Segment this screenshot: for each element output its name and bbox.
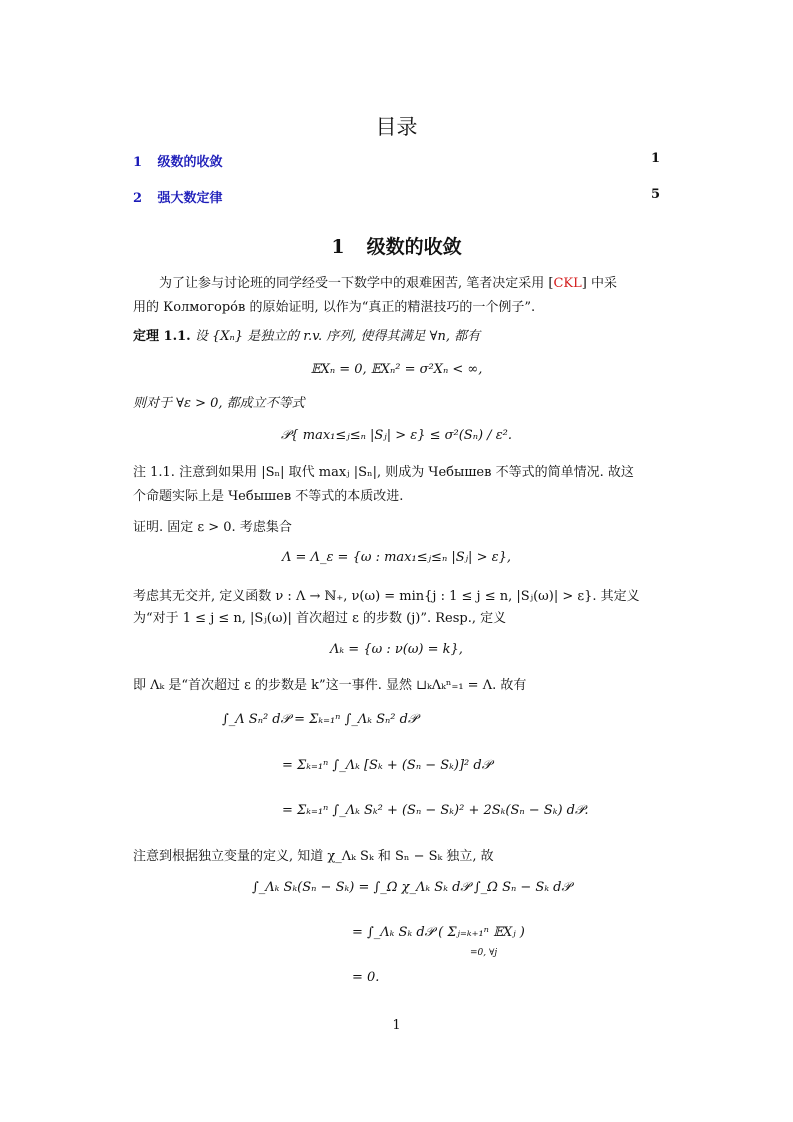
toc-entry-label: 强大数定律 (157, 191, 223, 206)
proof-line-5: 注意到根据独立变量的定义, 知道 χ_Λₖ Sₖ 和 Sₙ − Sₖ 独立, 故 (133, 849, 494, 864)
page-number: 1 (392, 1018, 401, 1033)
remark-line-1: 注 1.1. 注意到如果用 |Sₙ| 取代 maxⱼ |Sₙ|, 则成为 Чебышев 不等式的简单情况. 故这 (133, 465, 634, 480)
proof-line-1: 证明. 固定 ε > 0. 考虑集合 (133, 520, 292, 535)
equation-expectation: 𝔼Xₙ = 0, 𝔼Xₙ² = σ²Xₙ < ∞, (310, 362, 483, 377)
equation-kolmogorov-inequality: 𝒫{ max₁≤ⱼ≤ₙ |Sⱼ| > ε} ≤ σ²(Sₙ) / ε². (280, 428, 513, 443)
toc-entry-page: 1 (650, 151, 660, 166)
equation-lambda-set: Λ = Λ_ε = {ω : max₁≤ⱼ≤ₙ |Sⱼ| > ε}, (282, 550, 511, 565)
intro-text-b: ] 中采 (581, 276, 617, 291)
intro-paragraph (133, 272, 660, 296)
equation-independence-line-3: = 0. (352, 970, 380, 985)
theorem-label: 定理 1.1. (133, 329, 191, 344)
equation-independence-line-1: ∫_Λₖ Sₖ(Sₙ − Sₖ) = ∫_Ω χ_Λₖ Sₖ d𝒫 ∫_Ω Sₙ − Sₖ d𝒫 (252, 880, 571, 895)
toc-entry-page: 5 (650, 187, 660, 202)
equation-sum-line-3: = Σₖ₌₁ⁿ ∫_Λₖ Sₖ² + (Sₙ − Sₖ)² + 2Sₖ(Sₙ − Sₖ) d𝒫. (282, 803, 589, 818)
proof-line-2: 考虑其无交并, 定义函数 ν : Λ → ℕ₊, ν(ω) = min{j : 1 ≤ j ≤ n, |Sⱼ(ω)| > ε}. 其定义 (133, 589, 640, 604)
intro-line-2: 用的 Колмогоро́в 的原始证明, 以作为“真正的精湛技巧的一个例子”. (133, 300, 536, 315)
toc-entry-number: 2 (133, 191, 143, 206)
equation-sum-line-1: ∫_Λ Sₙ² d𝒫 = Σₖ₌₁ⁿ ∫_Λₖ Sₙ² d𝒫 (222, 712, 418, 727)
section-heading (0, 232, 793, 259)
proof-line-3: 为“对于 1 ≤ j ≤ n, |Sⱼ(ω)| 首次超过 ε 的步数 (j)”. Resp., 定义 (133, 611, 507, 626)
citation-link[interactable]: CKL (553, 276, 582, 291)
theorem-statement (133, 325, 660, 349)
equation-independence-line-2: = ∫_Λₖ Sₖ d𝒫 ( Σⱼ₌ₖ₊₁ⁿ 𝔼Xⱼ ) (352, 925, 525, 940)
intro-text-a: 为了让参与讨论班的同学经受一下数学中的艰难困苦, 笔者决定采用 [ (159, 276, 554, 291)
section-number: 1 (331, 236, 345, 258)
toc-title: 目录 (375, 115, 418, 139)
remark-line-2: 个命题实际上是 Чебышев 不等式的本质改进. (133, 489, 404, 504)
equation-lambda-k: Λₖ = {ω : ν(ω) = k}, (330, 642, 463, 657)
toc-entry-label: 级数的收敛 (157, 155, 223, 170)
theorem-text-2: 则对于 ∀ε > 0, 都成立不等式 (133, 396, 305, 411)
equation-underbrace-note: =0, ∀j (470, 948, 498, 958)
toc-entry-1[interactable] (133, 151, 660, 170)
section-title: 级数的收敛 (366, 236, 462, 258)
toc-entry-2[interactable] (133, 187, 660, 206)
toc-entry-number: 1 (133, 155, 143, 170)
theorem-text: 设 {Xₙ} 是独立的 r.v. 序列, 使得其满足 ∀n, 都有 (194, 329, 481, 344)
proof-line-4: 即 Λₖ 是“首次超过 ε 的步数是 k”这一事件. 显然 ⊔ₖΛₖⁿ₌₁ = Λ. 故有 (133, 678, 527, 693)
equation-sum-line-2: = Σₖ₌₁ⁿ ∫_Λₖ [Sₖ + (Sₙ − Sₖ)]² d𝒫 (282, 758, 492, 773)
